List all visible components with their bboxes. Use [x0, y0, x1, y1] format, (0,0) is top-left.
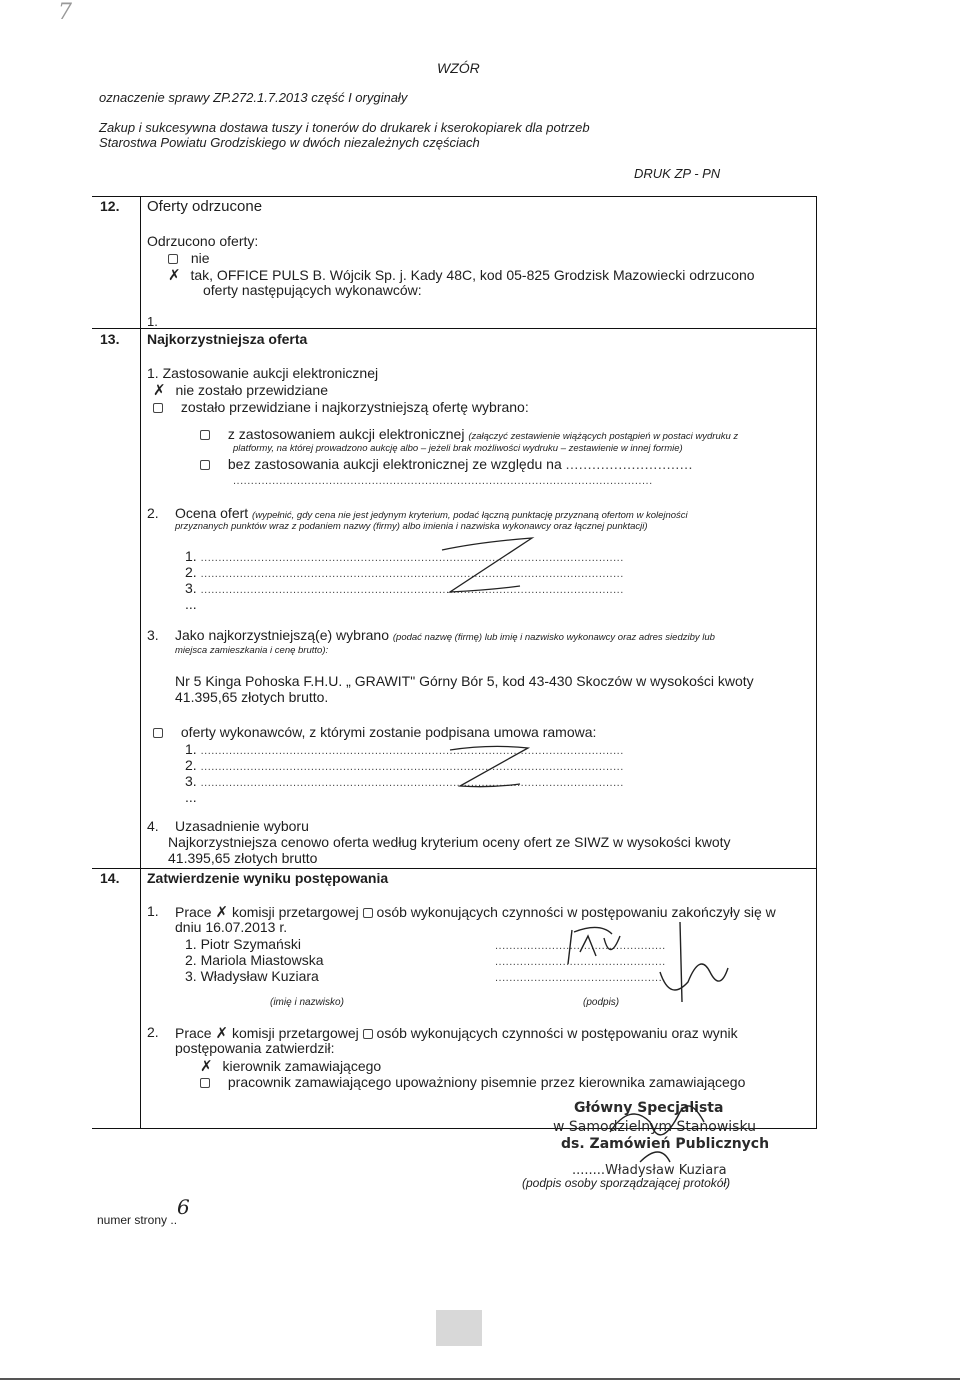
auction-heading: 1. Zastosowanie aukcji elektronicznej [147, 365, 379, 381]
stamp-signature [600, 1092, 710, 1172]
scoring-line-1: 1. ....................................................................................................................... [185, 548, 624, 564]
selected-note: (podać nazwę (firmę) lub imię i nazwisko wykonawcy oraz adres siedziby lub [392, 632, 715, 643]
fill-dots: ...................................................................................................................... [233, 475, 653, 487]
framework-line-1: 1. ....................................................................................................................... [185, 741, 624, 757]
scoring-number: 2. [147, 505, 159, 521]
checkbox-empty[interactable] [200, 1078, 210, 1088]
stamp-line-2: w Samodzielnym Stanowisku [553, 1119, 757, 1135]
framework-line-more: ... [185, 789, 197, 805]
checkbox-empty[interactable] [168, 254, 178, 264]
corner-mark: 7 [58, 0, 72, 25]
checkbox-crossed-icon[interactable]: ✗ [153, 381, 166, 399]
section-12-title: Oferty odrzucone [147, 198, 263, 215]
checkbox-empty[interactable] [200, 460, 210, 470]
winner-line-2: 41.395,65 złotych brutto. [175, 689, 329, 705]
approver-option-2-label: pracownik zamawiającego upoważniony pisemnie przez kierownika zamawiającego [227, 1074, 746, 1090]
winner-line-1: Nr 5 Kinga Pohoska F.H.U. „ GRAWIT" Górny Bór 5, kod 43-430 Skoczów w wysokości kwoty [175, 673, 754, 689]
stamp-line-4: ........Władysław Kuziara [572, 1163, 727, 1178]
checkbox-crossed-icon[interactable]: ✗ [168, 266, 181, 284]
signature-dots-1: ................................................ [495, 940, 666, 952]
section-12-number: 12. [100, 198, 120, 214]
justification-text-2: 41.395,65 złotych brutto [168, 850, 318, 866]
checkbox-crossed-icon[interactable]: ✗ [215, 903, 229, 921]
auction-option-a-label: nie zostało przewidziane [175, 382, 328, 398]
signature-dots-3: ................................................ [495, 972, 666, 984]
checkbox-crossed-icon[interactable]: ✗ [200, 1057, 213, 1075]
approver-option-1[interactable] [200, 1057, 381, 1075]
caption-signature: (podpis) [583, 997, 620, 1008]
auction-sub-1-label: z zastosowaniem aukcji elektronicznej [227, 426, 465, 442]
row-divider-13 [92, 328, 817, 329]
stamp-caption: (podpis osoby sporządzającej protokół) [522, 1176, 731, 1190]
scan-artifact [436, 1310, 482, 1346]
framework-line-2: 2. ....................................................................................................................... [185, 757, 624, 773]
member-1: 1. Piotr Szymański [185, 936, 301, 952]
auction-sub-1-note-cont: platformy, na której prowadzono aukcję albo – jeżeli brak możliwości wydruku – zestawienie w innej formie) [233, 443, 683, 454]
scoring-note-cont: przyznanych punktów wraz z podaniem nazwy (firmy) albo imienia i nazwiska wykonawcy oraz łącznej punktacji) [175, 521, 648, 532]
rejected-item-1: 1. [147, 314, 158, 329]
scoring-line-3: 3. ....................................................................................................................... [185, 580, 624, 596]
approval-2-line: Prace ✗ komisji przetargowej osób wykonujących czynności w postępowaniu oraz wynik [175, 1024, 738, 1042]
selected-note-cont: miejsca zamieszkania i cenę brutto): [175, 645, 329, 656]
strike-through-z-mark [420, 528, 540, 603]
checkbox-empty[interactable] [153, 403, 163, 413]
approver-option-2[interactable] [200, 1074, 745, 1090]
stamp-line-1: Główny Specjalista [574, 1100, 724, 1116]
scoring-note: (wypełnić, gdy cena nie jest jedynym kryterium, podać łączną punktację przyznaną ofertom w kolejności [252, 510, 688, 521]
strike-through-z-mark-2 [440, 738, 540, 800]
signature-dots-2: ................................................ [495, 956, 666, 968]
scoring-heading [175, 505, 815, 521]
row-divider-14 [92, 868, 817, 869]
form-title-wzor: WZÓR [437, 60, 480, 76]
option-no[interactable] [168, 250, 210, 266]
framework-line-3: 3. ....................................................................................................................... [185, 773, 624, 789]
section-13-title: Najkorzystniejsza oferta [147, 331, 308, 347]
stamp-line-3: ds. Zamówień Publicznych [561, 1136, 770, 1152]
subject-line-2: Starostwa Powiatu Grodziskiego w dwóch niezależnych częściach [99, 135, 480, 150]
approver-option-1-label: kierownik zamawiającego [222, 1058, 382, 1074]
justification-text-1: Najkorzystniejsza cenowo oferta według kryterium oceny ofert ze SIWZ w wysokości kwoty [168, 834, 731, 850]
scoring-line-2: 2. ....................................................................................................................... [185, 564, 624, 580]
scoring-line-more: ... [185, 596, 197, 612]
selected-number: 3. [147, 627, 159, 643]
case-reference: oznaczenie sprawy ZP.272.1.7.2013 część I oryginały [99, 90, 408, 105]
approval-2-cont: postępowania zatwierdził: [175, 1040, 335, 1056]
approval-date: dniu 16.07.2013 r. [175, 919, 288, 935]
checkbox-empty[interactable] [153, 728, 163, 738]
auction-sub-2[interactable]: bez zastosowania aukcji elektronicznej ze względu na ............................. [200, 456, 693, 472]
approval-2-number: 2. [147, 1024, 159, 1040]
table-top-line [92, 196, 817, 197]
auction-sub-2-label: bez zastosowania aukcji elektronicznej ze względu na [227, 456, 562, 472]
section-14-number: 14. [100, 870, 120, 886]
rejected-lead: Odrzucono oferty: [147, 233, 259, 249]
checkbox-empty[interactable] [363, 908, 373, 918]
framework-label: oferty wykonawców, z którymi zostanie podpisana umowa ramowa: [180, 724, 597, 740]
number-column-line [140, 196, 141, 1128]
justification-number: 4. [147, 818, 159, 834]
caption-name: (imię i nazwisko) [270, 997, 344, 1008]
page-number: 6 [177, 1195, 190, 1219]
subject-line-1: Zakup i sukcesywna dostawa tuszy i tonerów do drukarek i kserokopiarek dla potrzeb [99, 120, 590, 135]
option-yes-label: tak, OFFICE PULS B. Wójcik Sp. j. Kady 48C, kod 05-825 Grodzisk Mazowiecki odrzucono [190, 267, 755, 283]
approval-1-number: 1. [147, 903, 159, 919]
auction-option-b[interactable] [153, 399, 529, 415]
checkbox-crossed-icon[interactable]: ✗ [215, 1024, 229, 1042]
selected-title: Jako najkorzystniejszą(e) wybrano [175, 627, 389, 643]
page-number-label: numer strony ..6 [97, 1195, 190, 1227]
section-14-title: Zatwierdzenie wyniku postępowania [147, 870, 389, 886]
option-no-label: nie [190, 250, 210, 266]
checkbox-empty[interactable] [363, 1029, 373, 1039]
section-13-number: 13. [100, 331, 120, 347]
auction-sub-1[interactable] [200, 426, 812, 442]
auction-sub-1-note: (załączyć zestawienie wiążących postąpień w postaci wydruku z [468, 431, 739, 442]
option-yes-cont: oferty następujących wykonawców: [203, 282, 422, 298]
scoring-title: Ocena ofert [175, 505, 249, 521]
form-code: DRUK ZP - PN [634, 166, 721, 181]
approval-1-line: Prace ✗ komisji przetargowej osób wykonujących czynności w postępowaniu zakończyły się w [175, 903, 776, 921]
selected-heading [175, 627, 815, 643]
table-right-line [816, 196, 817, 1128]
justification-title: Uzasadnienie wyboru [175, 818, 309, 834]
member-2: 2. Mariola Miastowska [185, 952, 324, 968]
checkbox-empty[interactable] [200, 430, 210, 440]
member-3: 3. Władysław Kuziara [185, 968, 319, 984]
auction-option-b-label: zostało przewidziane i najkorzystniejszą ofertę wybrano: [180, 399, 529, 415]
auction-option-a[interactable] [153, 381, 328, 399]
